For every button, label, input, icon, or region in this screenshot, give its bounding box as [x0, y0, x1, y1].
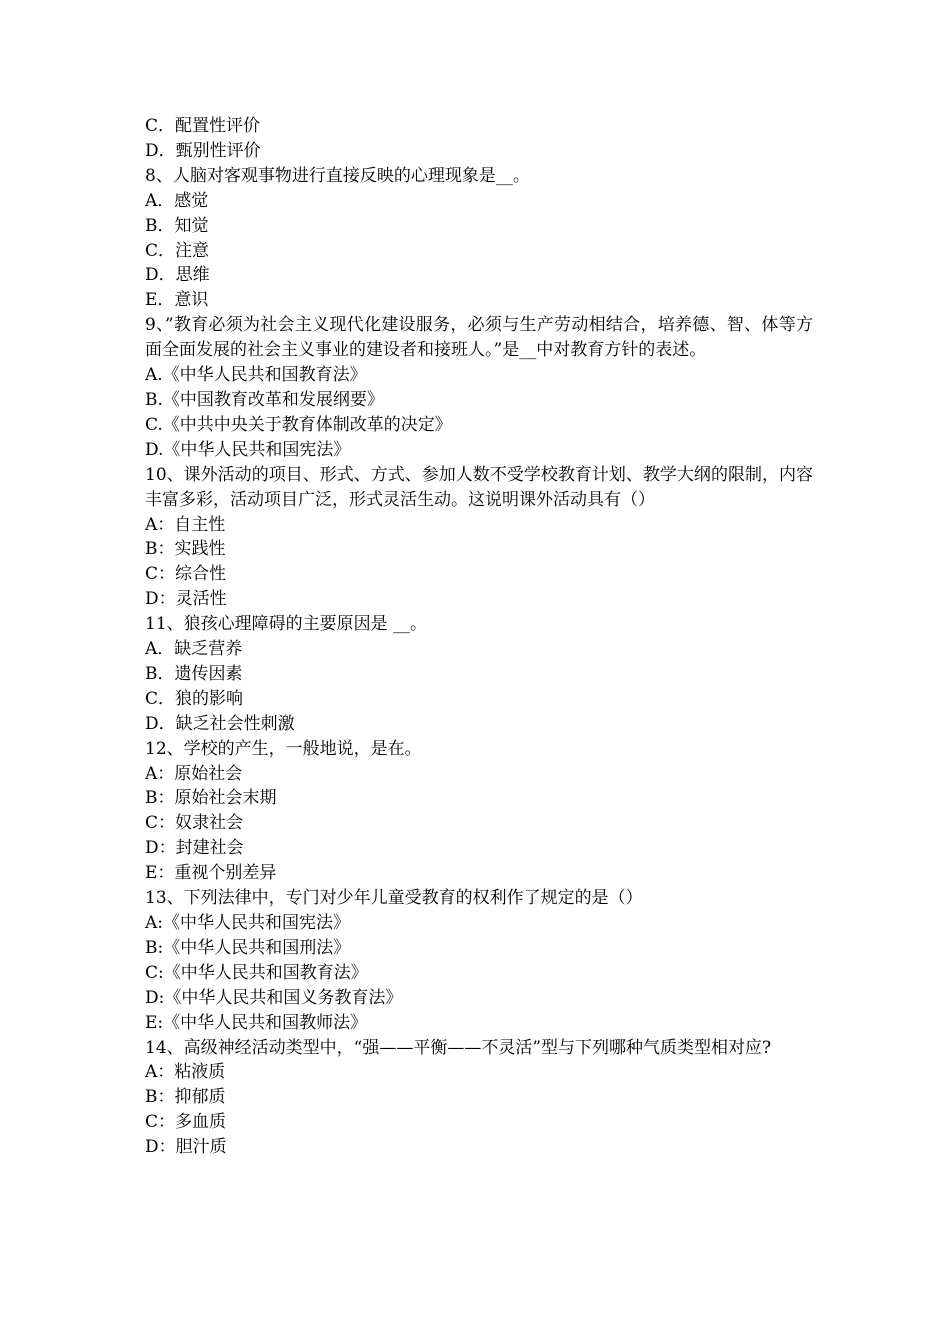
option-line: C:《中华人民共和国教育法》 — [145, 962, 368, 983]
option-line: B．知觉 — [145, 215, 209, 236]
question-line: 12、学校的产生，一般地说，是在。 — [145, 738, 422, 759]
option-line: A．感觉 — [145, 190, 209, 211]
option-line: D．甄别性评价 — [145, 140, 261, 161]
option-line: D：封建社会 — [145, 838, 244, 859]
question-line: 11、狼孩心理障碍的主要原因是 __。 — [145, 614, 428, 635]
option-line: B：实践性 — [145, 539, 226, 560]
option-line: C：多血质 — [145, 1112, 227, 1133]
option-line: D：灵活性 — [145, 589, 227, 610]
option-line: C：综合性 — [145, 564, 227, 585]
option-line: B．遗传因素 — [145, 663, 243, 684]
option-line: E:《中华人民共和国教师法》 — [145, 1012, 368, 1033]
option-line: C．注意 — [145, 240, 210, 261]
option-line: C．配置性评价 — [145, 116, 261, 136]
option-line: C．狼的影响 — [145, 688, 244, 709]
option-line: D:《中华人民共和国义务教育法》 — [145, 987, 403, 1008]
option-line: B.《中国教育改革和发展纲要》 — [145, 389, 384, 410]
option-line: D．思维 — [145, 265, 210, 286]
option-line: B：抑郁质 — [145, 1087, 226, 1108]
option-line: D．缺乏社会性刺激 — [145, 713, 295, 734]
question-line: 10、课外活动的项目、形式、方式、参加人数不受学校教育计划、教学大纲的限制，内容丰富多彩，活动项目广泛，形式灵活生动。这说明课外活动具有（） — [145, 464, 813, 510]
question-line: 13、下列法律中，专门对少年儿童受教育的权利作了规定的是（） — [145, 888, 643, 909]
question-line: 8、人脑对客观事物进行直接反映的心理现象是__。 — [145, 165, 530, 186]
question-line: 9、”教育必须为社会主义现代化建设服务，必须与生产劳动相结合，培养德、智、体等方面全面发展的社会主义事业的建设者和接班人。”是__中对教育方针的表述。 — [145, 315, 813, 361]
option-line: A：原始社会 — [145, 763, 243, 784]
option-line: B：原始社会末期 — [145, 788, 277, 809]
question-line: 14、高级神经活动类型中，“强——平衡——不灵活”型与下列哪种气质类型相对应? — [145, 1037, 772, 1058]
option-line: D.《中华人民共和国宪法》 — [145, 439, 351, 460]
option-line: A：自主性 — [145, 514, 226, 535]
option-line: B:《中华人民共和国刑法》 — [145, 937, 351, 958]
option-line: C.《中共中央关于教育体制改革的决定》 — [145, 414, 452, 435]
option-line: D：胆汁质 — [145, 1137, 227, 1158]
option-line: A.《中华人民共和国教育法》 — [145, 365, 367, 386]
option-line: E：重视个别差异 — [145, 863, 277, 884]
option-line: A．缺乏营养 — [145, 639, 243, 660]
page-content — [145, 114, 813, 1160]
option-line: C：奴隶社会 — [145, 813, 244, 834]
option-line: E．意识 — [145, 290, 209, 311]
option-line: A：粘液质 — [145, 1062, 226, 1083]
option-line: A:《中华人民共和国宪法》 — [145, 913, 351, 933]
